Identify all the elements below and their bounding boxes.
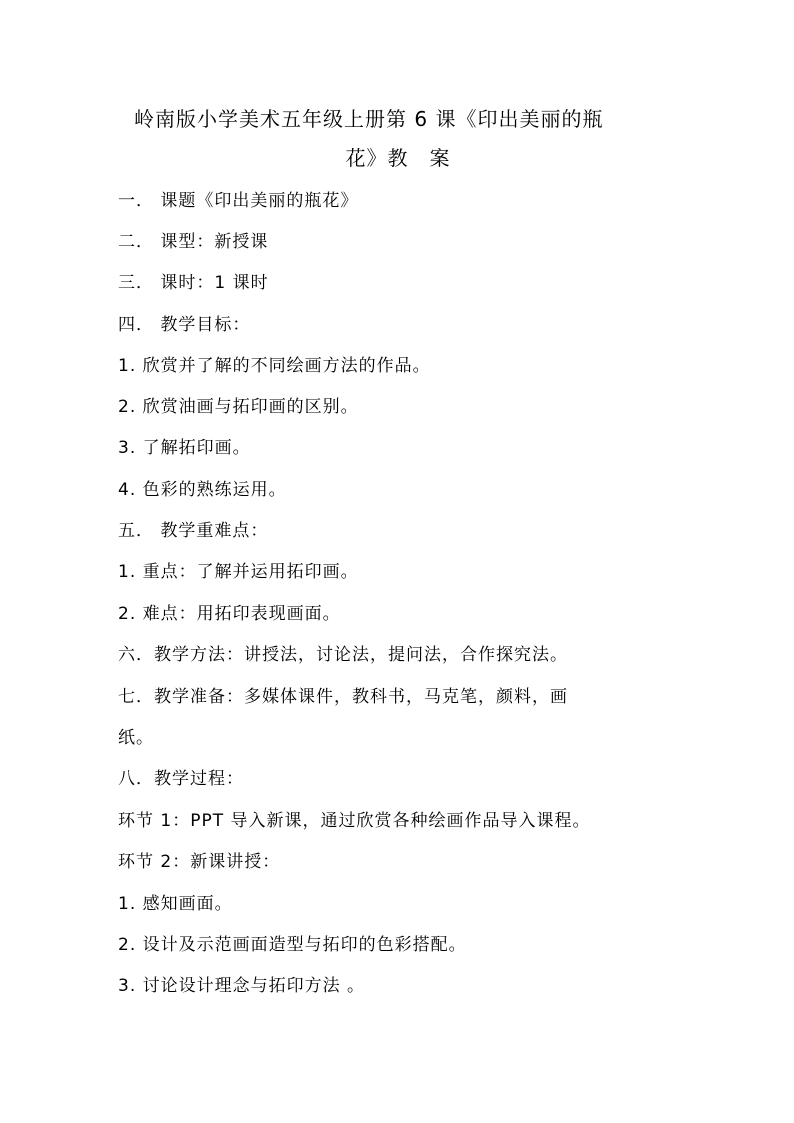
objective-item-2: 2. 欣赏油画与拓印画的区别。	[118, 397, 359, 417]
section-heading-preparation: 七．教学准备：多媒体课件，教科书，马克笔，颜料，画	[118, 687, 568, 707]
key-point-item-2: 2. 难点：用拓印表现画面。	[118, 604, 341, 624]
objective-item-1: 1. 欣赏并了解的不同绘画方法的作品。	[118, 356, 431, 376]
key-point-item-1: 1. 重点：了解并运用拓印画。	[118, 562, 359, 582]
section-heading-objectives: 四． 教学目标：	[118, 315, 251, 335]
process-step-2: 环节 2：新课讲授：	[118, 852, 281, 872]
section-heading-topic: 一． 课题《印出美丽的瓶花》	[118, 191, 359, 211]
section-heading-class-hours: 三． 课时：1 课时	[118, 273, 269, 293]
section-heading-process: 八．教学过程：	[118, 769, 244, 789]
preparation-continuation: 纸。	[118, 728, 154, 748]
section-heading-methods: 六．教学方法：讲授法，讨论法，提问法，合作探究法。	[118, 645, 568, 665]
process-substep-1: 1. 感知画面。	[118, 894, 233, 914]
process-substep-2: 2. 设计及示范画面造型与拓印的色彩搭配。	[118, 935, 467, 955]
objective-item-4: 4. 色彩的熟练运用。	[118, 480, 287, 500]
process-substep-3: 3. 讨论设计理念与拓印方法 。	[118, 976, 366, 996]
section-heading-lesson-type: 二． 课型：新授课	[118, 232, 269, 252]
process-step-1: 环节 1：PPT 导入新课，通过欣赏各种绘画作品导入课程。	[118, 811, 591, 831]
section-heading-key-points: 五． 教学重难点：	[118, 521, 269, 541]
objective-item-3: 3. 了解拓印画。	[118, 438, 251, 458]
document-title-line-2: 花》教 案	[345, 146, 451, 170]
document-title-line-1: 岭南版小学美术五年级上册第 6 课《印出美丽的瓶	[134, 107, 604, 131]
